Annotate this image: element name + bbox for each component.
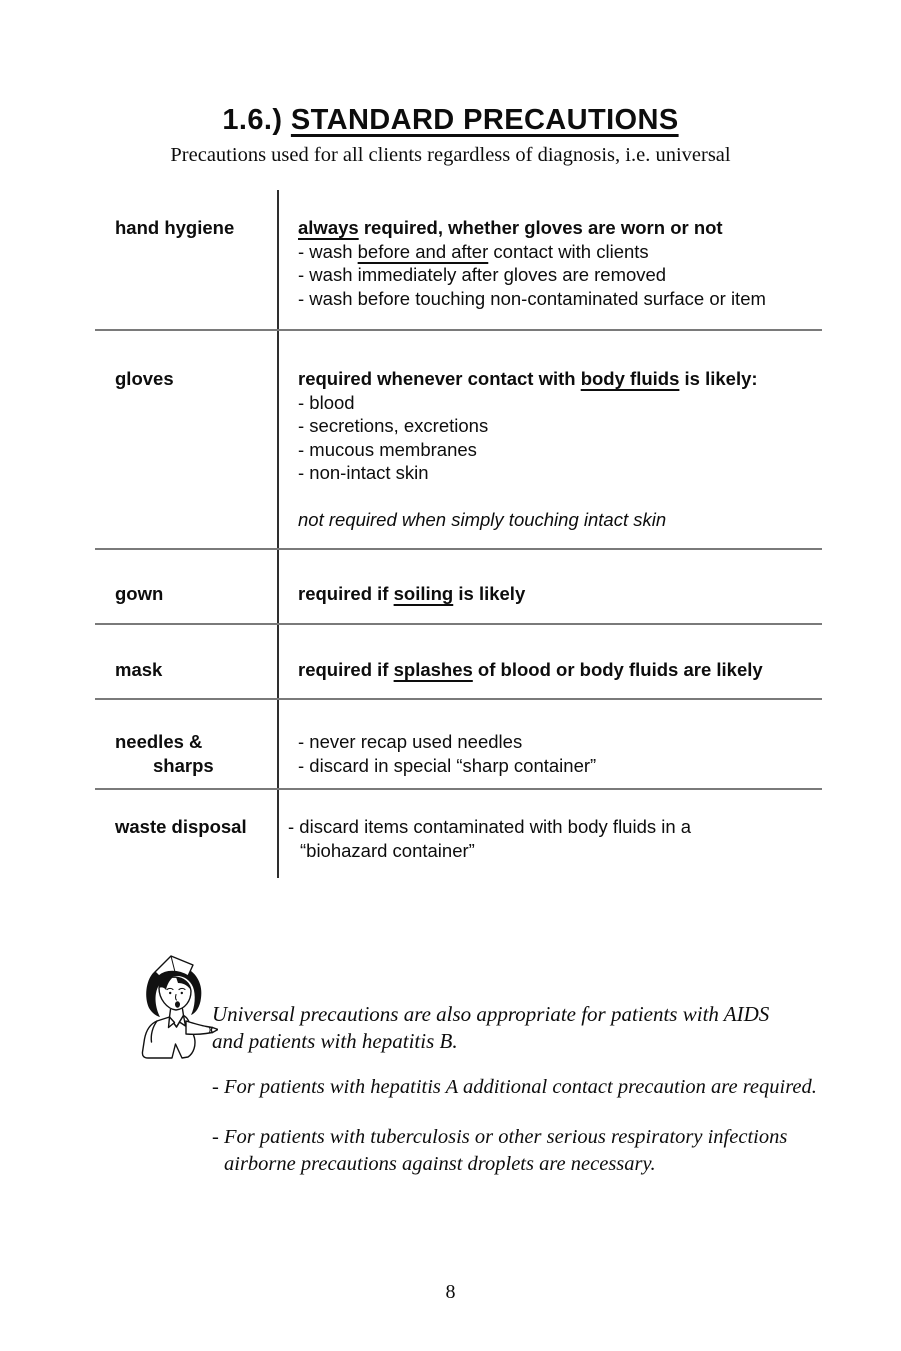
nurse-pointing-icon [126, 951, 218, 1059]
row-content-cell [277, 331, 822, 548]
table-row-needles-sharps [95, 698, 822, 788]
content-note: not required when simply touching intact skin [298, 508, 667, 530]
callout-text [212, 1001, 769, 1055]
content-item: - discard items contaminated with body fluids in a [288, 816, 692, 837]
content-item: - wash before touching non-contaminated surface or item [298, 287, 766, 309]
table-row-mask [95, 623, 822, 698]
row-content-cell [277, 790, 822, 878]
content-heading: always required, whether gloves are worn or not [298, 217, 723, 238]
row-label-cell [95, 625, 277, 698]
content-item: - wash immediately after gloves are removed [298, 264, 667, 285]
content-item: - mucous membranes [298, 438, 477, 460]
row-label-cell [95, 190, 277, 329]
table-row-hand-hygiene [95, 190, 822, 329]
note-line: - For patients with hepatitis A additional contact precaution are required. [212, 1076, 817, 1098]
content-item: - never recap used needles [298, 731, 523, 752]
row-label-line2: sharps [153, 754, 214, 776]
note-tuberculosis [212, 1124, 787, 1178]
note-line: - For patients with tuberculosis or other serious respiratory infections [212, 1126, 788, 1148]
nurse-pointing-illustration [126, 951, 218, 1064]
callout-line: and patients with hepatitis B. [212, 1029, 458, 1053]
content-item: - wash before and after contact with clients [298, 240, 649, 262]
content-heading: required if soiling is likely [298, 583, 526, 604]
section-number: 1.6.) [222, 104, 283, 136]
page-title [0, 104, 901, 137]
content-heading: required if splashes of blood or body fluids are likely [298, 659, 763, 680]
row-label: mask [115, 659, 163, 680]
content-item: “biohazard container” [300, 839, 475, 861]
row-content-cell [277, 625, 822, 698]
row-label-cell [95, 550, 277, 623]
row-content-cell [277, 700, 822, 788]
content-item: - discard in special “sharp container” [298, 754, 597, 776]
row-label-cell [95, 700, 277, 788]
table-row-waste-disposal [95, 788, 822, 878]
content-item: - blood [298, 391, 355, 413]
table-row-gown [95, 548, 822, 623]
row-label: hand hygiene [115, 217, 235, 238]
row-label: gloves [115, 368, 174, 389]
row-label-cell [95, 331, 277, 548]
row-content-cell [277, 550, 822, 623]
row-label-cell [95, 790, 277, 878]
table-row-gloves [95, 329, 822, 548]
content-heading: required whenever contact with body fluids is likely: [298, 368, 758, 389]
row-label: needles & [115, 731, 203, 752]
page-number: 8 [445, 1281, 456, 1303]
callout-line: Universal precautions are also appropriate for patients with AIDS [212, 1002, 770, 1026]
row-content-cell [277, 190, 822, 329]
note-line: airborne precautions against droplets are necessary. [224, 1153, 656, 1175]
precautions-table [95, 190, 822, 878]
content-item: - non-intact skin [298, 462, 429, 483]
page-subtitle: Precautions used for all clients regardless of diagnosis, i.e. universal [170, 144, 731, 166]
content-item: - secretions, excretions [298, 415, 489, 436]
page-title-text: STANDARD PRECAUTIONS [290, 104, 679, 136]
note-hepatitis-a [212, 1074, 817, 1101]
row-label: gown [115, 583, 164, 604]
row-label: waste disposal [115, 816, 247, 837]
